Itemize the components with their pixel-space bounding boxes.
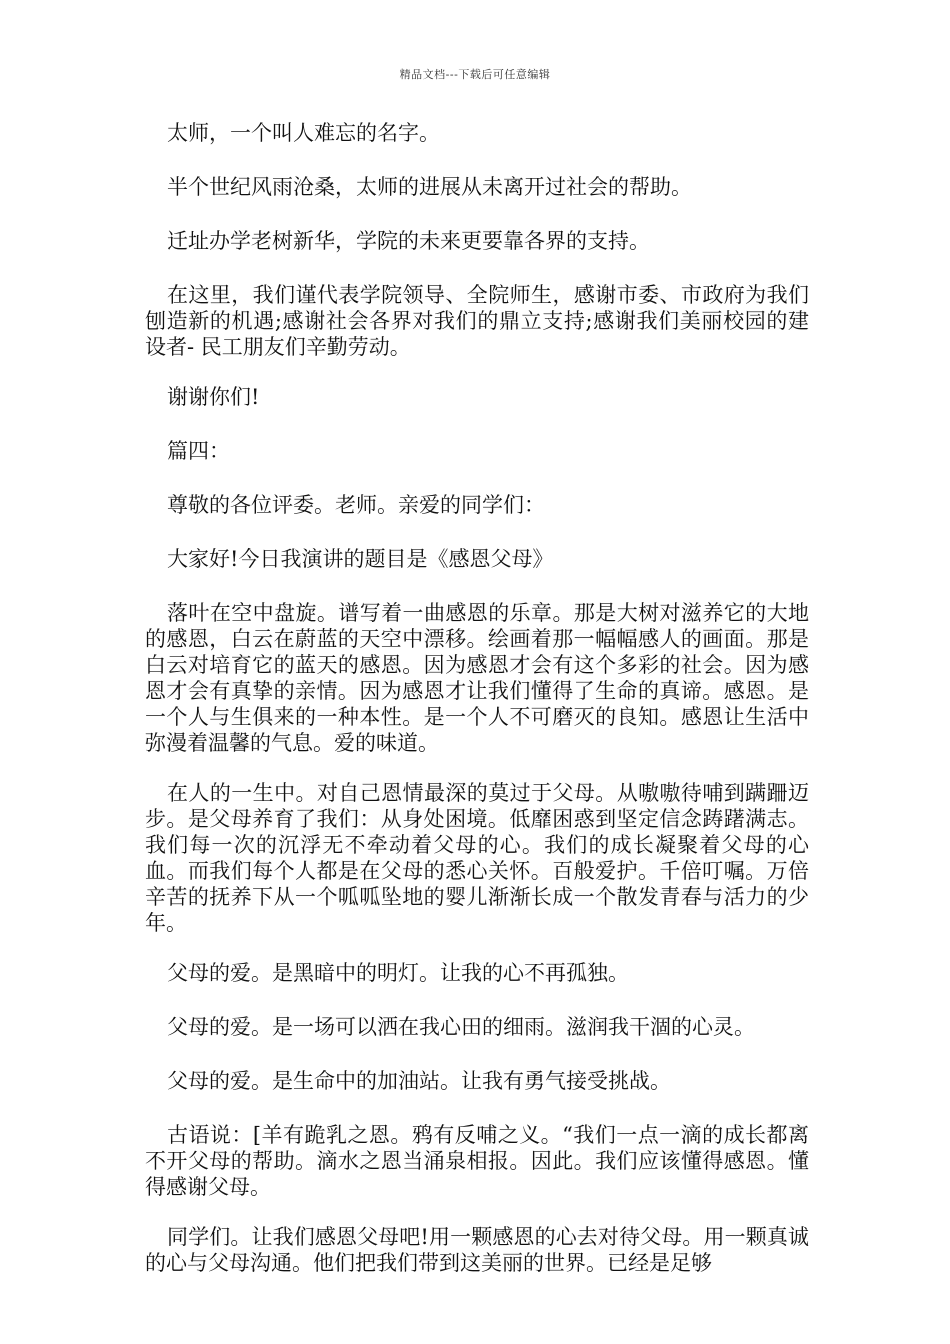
paragraph-love-2: 父母的爱。是一场可以洒在我心田的细雨。滋润我干涸的心灵。: [167, 1015, 755, 1039]
paragraph-closing: 同学们。让我们感恩父母吧!用一颗感恩的心去对待父母。用一颗真诚的心与父母沟通。他们把我们带到这美丽的世界。已经是足够: [145, 1225, 809, 1275]
paragraph-love-1: 父母的爱。是黑暗中的明灯。让我的心不再孤独。: [167, 961, 629, 985]
paragraph-4: 在这里，我们谨代表学院领导、全院师生，感谢市委、市政府为我们刨造新的机遇;感谢社会各界对我们的鼎立支持;感谢我们美丽校园的建设者- 民工朋友们辛勤劳动。: [145, 283, 809, 359]
salutation: 尊敬的各位评委。老师。亲爱的同学们：: [167, 493, 545, 517]
section-heading: 篇四：: [167, 439, 230, 463]
paragraph-1: 太师，一个叫人难忘的名字。: [167, 121, 440, 145]
paragraph-proverb: 古语说：[羊有跪乳之恩。鸦有反哺之义。“我们一点一滴的成长都离不开父母的帮助。滴水之恩当涌泉相报。因此。我们应该懂得感恩。懂得感谢父母。: [145, 1123, 809, 1199]
speech-intro: 大家好!今日我演讲的题目是《感恩父母》: [167, 547, 554, 571]
paragraph-parents: 在人的一生中。对自己恩情最深的莫过于父母。从嗷嗷待哺到蹒跚迈步。是父母养育了我们：从身处困境。低靡困惑到坚定信念踌躇满志。我们每一次的沉浮无不牵动着父母的心。我们的成长凝聚着父母的心血。而我们每个人都是在父母的悉心关怀。百般爱护。千倍叮嘱。万倍辛苦的抚养下从一个呱呱坠地的婴儿渐渐长成一个散发青春与活力的少年。: [145, 781, 809, 935]
paragraph-2: 半个世纪风雨沧桑，太师的进展从未离开过社会的帮助。: [167, 175, 692, 199]
paragraph-5: 谢谢你们!: [167, 385, 260, 409]
paragraph-gratitude: 落叶在空中盘旋。谱写着一曲感恩的乐章。那是大树对滋养它的大地的感恩，白云在蔚蓝的天空中漂移。绘画着那一幅幅感人的画面。那是白云对培育它的蓝天的感恩。因为感恩才会有这个多彩的社会。因为感恩才会有真挚的亲情。因为感恩才让我们懂得了生命的真谛。感恩。是一个人与生俱来的一种本性。是一个人不可磨灭的良知。感恩让生活中弥漫着温馨的气息。爱的味道。: [145, 601, 809, 755]
paragraph-3: 迁址办学老树新华，学院的未来更要靠各界的支持。: [167, 229, 650, 253]
document-body: [145, 120, 809, 1300]
page-header: 精品文档---下载后可任意编辑: [399, 68, 551, 81]
paragraph-love-3: 父母的爱。是生命中的加油站。让我有勇气接受挑战。: [167, 1069, 671, 1093]
